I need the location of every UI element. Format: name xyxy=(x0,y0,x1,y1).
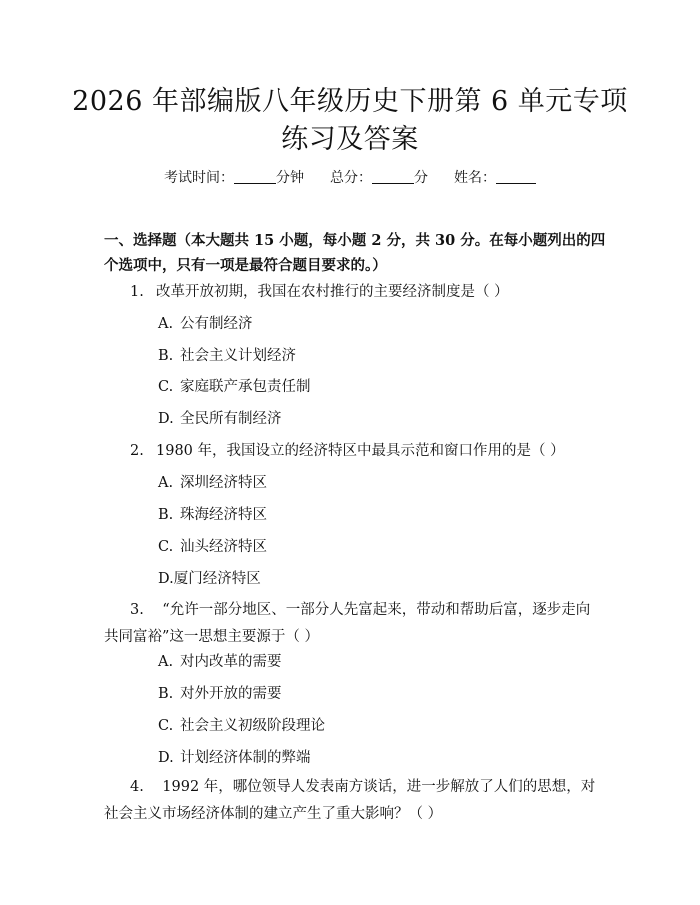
option-text: 公有制经济 xyxy=(180,316,253,332)
option-text: 厦门经济特区 xyxy=(173,571,261,587)
time-unit: 分钟 xyxy=(276,170,304,186)
option-letter: D. xyxy=(158,750,174,766)
option-1a xyxy=(158,314,253,334)
option-letter: D. xyxy=(158,571,174,587)
option-text: 社会主义初级阶段理论 xyxy=(180,718,325,734)
option-3d xyxy=(158,748,311,768)
document-title-line-1: 2026 年部编版八年级历史下册第 6 单元专项 xyxy=(72,86,628,117)
option-text: 家庭联产承包责任制 xyxy=(180,379,311,395)
option-2d xyxy=(158,569,261,589)
question-4 xyxy=(104,774,602,828)
question-number: 4. xyxy=(130,779,144,795)
option-text: 全民所有制经济 xyxy=(180,411,282,427)
exam-meta-row xyxy=(0,168,700,188)
option-letter: A. xyxy=(158,316,174,332)
option-letter: B. xyxy=(158,507,174,523)
option-text: 深圳经济特区 xyxy=(180,475,267,491)
option-2a xyxy=(158,473,267,493)
option-text: 计划经济体制的弊端 xyxy=(180,750,311,766)
option-text: 对内改革的需要 xyxy=(180,654,282,670)
option-3a xyxy=(158,652,282,672)
option-1b xyxy=(158,346,296,366)
option-text: 社会主义计划经济 xyxy=(180,348,296,364)
option-3b xyxy=(158,684,282,704)
option-1d xyxy=(158,409,282,429)
score-unit: 分 xyxy=(414,170,428,186)
option-text: 汕头经济特区 xyxy=(180,539,267,555)
question-number: 2. xyxy=(130,443,144,459)
option-letter: C. xyxy=(158,718,174,734)
option-3c xyxy=(158,716,325,736)
option-text: 珠海经济特区 xyxy=(180,507,267,523)
question-text: 1980 年，我国设立的经济特区中最具示范和窗口作用的是（ ） xyxy=(156,443,565,459)
time-blank xyxy=(234,169,276,184)
section-heading: 一、选择题（本大题共 15 小题，每小题 2 分，共 30 分。在每小题列出的四个选项中，只有一项是最符合题目要求的。） xyxy=(104,232,606,274)
option-letter: A. xyxy=(158,654,174,670)
option-letter: B. xyxy=(158,686,174,702)
question-text: “允许一部分地区、一部分人先富起来，带动和帮助后富，逐步走向共同富裕”这一思想主要源于（ ） xyxy=(104,602,591,645)
question-number: 1. xyxy=(130,284,144,300)
option-2b xyxy=(158,505,267,525)
option-letter: C. xyxy=(158,539,174,555)
question-3 xyxy=(104,597,602,651)
name-label: 姓名： xyxy=(454,170,496,186)
name-blank xyxy=(496,169,536,184)
question-text: 改革开放初期，我国在农村推行的主要经济制度是（ ） xyxy=(156,284,509,300)
score-blank xyxy=(372,169,414,184)
option-text: 对外开放的需要 xyxy=(180,686,282,702)
time-label: 考试时间： xyxy=(164,170,234,186)
question-number: 3. xyxy=(130,602,144,618)
document-title-line-2: 练习及答案 xyxy=(281,124,419,155)
option-letter: D. xyxy=(158,411,174,427)
option-letter: B. xyxy=(158,348,174,364)
option-1c xyxy=(158,377,311,397)
option-2c xyxy=(158,537,267,557)
question-text: 1992 年，哪位领导人发表南方谈话，进一步解放了人们的思想，对社会主义市场经济体制的建立产生了重大影响？（ ） xyxy=(104,779,596,822)
question-2 xyxy=(130,441,565,461)
option-letter: C. xyxy=(158,379,174,395)
score-label: 总分： xyxy=(330,170,372,186)
question-1 xyxy=(130,282,509,302)
option-letter: A. xyxy=(158,475,174,491)
